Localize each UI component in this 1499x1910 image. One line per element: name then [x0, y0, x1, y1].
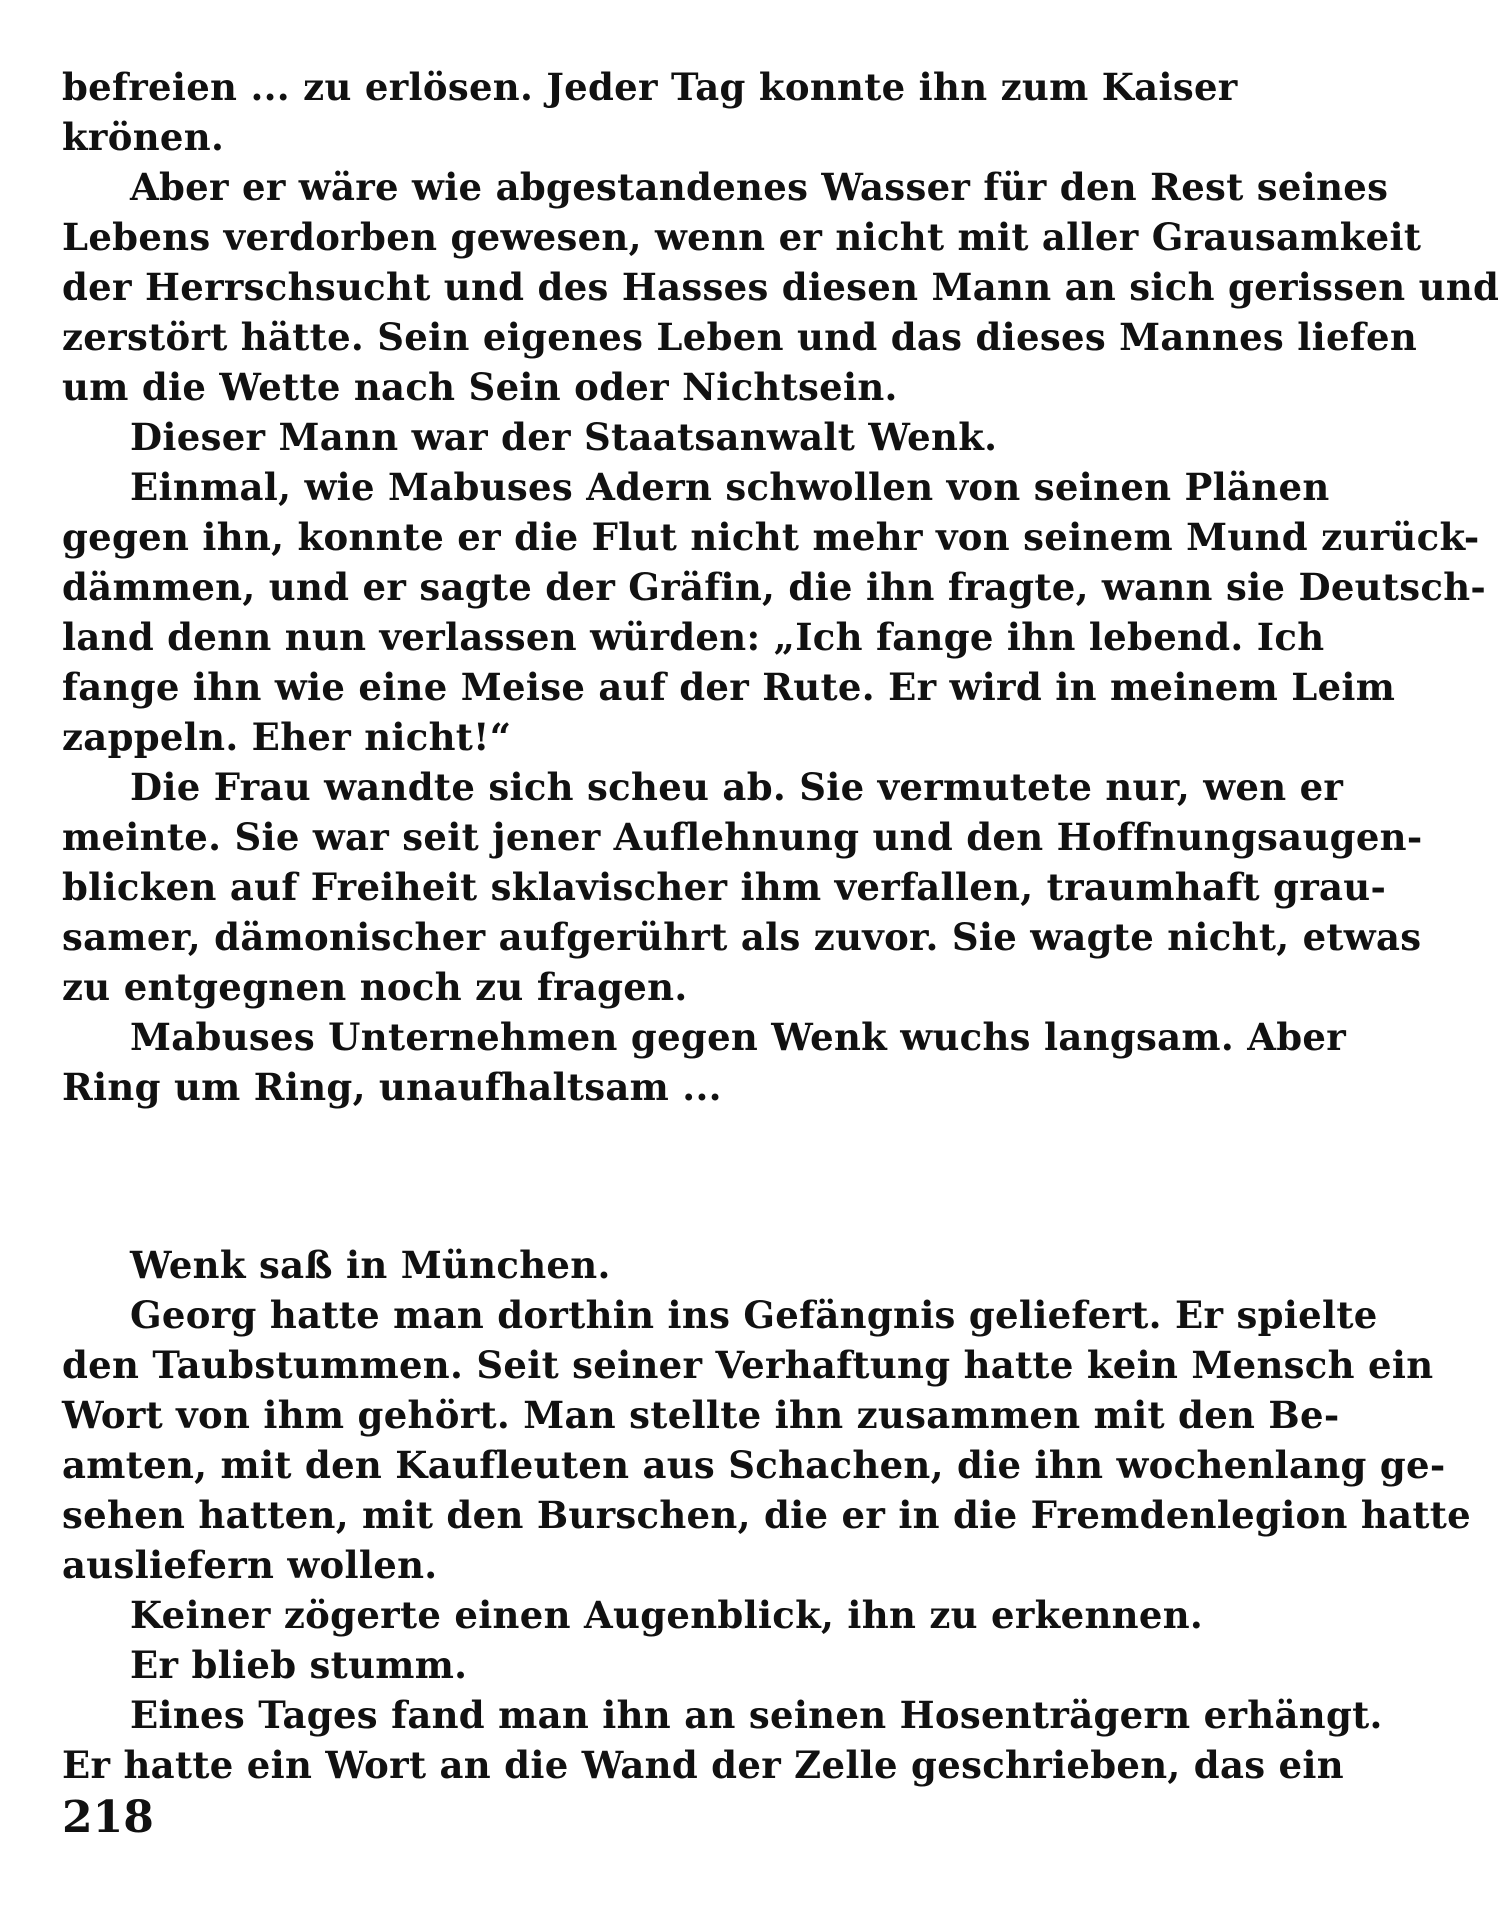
text-line: Wort von ihm gehört. Man stellte ihn zusammen mit den Be-	[62, 1393, 1340, 1437]
text-line: der Herrschsucht und des Hasses diesen Mann an sich gerissen und	[62, 265, 1499, 309]
text-line: Er hatte ein Wort an die Wand der Zelle geschrieben, das ein	[62, 1743, 1344, 1787]
text-line: zerstört hätte. Sein eigenes Leben und das dieses Mannes liefen	[62, 315, 1418, 359]
text-line: meinte. Sie war seit jener Auflehnung und den Hoffnungsaugen-	[62, 815, 1423, 859]
text-line: gegen ihn, konnte er die Flut nicht mehr von seinem Mund zurück-	[62, 515, 1480, 559]
text-line: land denn nun verlassen würden: „Ich fange ihn lebend. Ich	[62, 615, 1325, 659]
text-line: samer, dämonischer aufgerührt als zuvor. Sie wagte nicht, etwas	[62, 915, 1422, 959]
text-line: Er blieb stumm.	[130, 1643, 468, 1687]
text-line: Georg hatte man dorthin ins Gefängnis geliefert. Er spielte	[130, 1293, 1378, 1337]
text-line: dämmen, und er sagte der Gräfin, die ihn fragte, wann sie Deutsch-	[62, 565, 1487, 609]
text-line: krönen.	[62, 115, 225, 159]
text-block-2	[62, 1240, 1472, 1790]
text-line: Lebens verdorben gewesen, wenn er nicht mit aller Grausamkeit	[62, 215, 1422, 259]
text-line: Ring um Ring, unaufhaltsam ...	[62, 1065, 722, 1109]
text-line: zappeln. Eher nicht!“	[62, 715, 512, 759]
text-line: amten, mit den Kaufleuten aus Schachen, die ihn wochenlang ge-	[62, 1443, 1446, 1487]
text-line: um die Wette nach Sein oder Nichtsein.	[62, 365, 898, 409]
text-line: fange ihn wie eine Meise auf der Rute. Er wird in meinem Leim	[62, 665, 1396, 709]
text-line: Mabuses Unternehmen gegen Wenk wuchs langsam. Aber	[130, 1015, 1347, 1059]
text-line: sehen hatten, mit den Burschen, die er in die Fremdenlegion hatte	[62, 1493, 1472, 1537]
text-line: befreien ... zu erlösen. Jeder Tag konnte ihn zum Kaiser	[62, 65, 1238, 109]
text-line: Einmal, wie Mabuses Adern schwollen von seinen Plänen	[130, 465, 1330, 509]
text-line: zu entgegnen noch zu fragen.	[62, 965, 688, 1009]
text-line: Dieser Mann war der Staatsanwalt Wenk.	[130, 415, 998, 459]
text-line: Aber er wäre wie abgestandenes Wasser für den Rest seines	[130, 165, 1389, 209]
text-line: den Taubstummen. Seit seiner Verhaftung hatte kein Mensch ein	[62, 1343, 1434, 1387]
text-line: Eines Tages fand man ihn an seinen Hosenträgern erhängt.	[130, 1693, 1383, 1737]
text-line: ausliefern wollen.	[62, 1543, 438, 1587]
text-line: Die Frau wandte sich scheu ab. Sie vermutete nur, wen er	[130, 765, 1344, 809]
text-line: Wenk saß in München.	[130, 1243, 611, 1287]
text-line: blicken auf Freiheit sklavischer ihm verfallen, traumhaft grau-	[62, 865, 1387, 909]
page-number: 218	[62, 1792, 154, 1843]
text-block-1	[62, 62, 1499, 1112]
text-line: Keiner zögerte einen Augenblick, ihn zu erkennen.	[130, 1593, 1204, 1637]
